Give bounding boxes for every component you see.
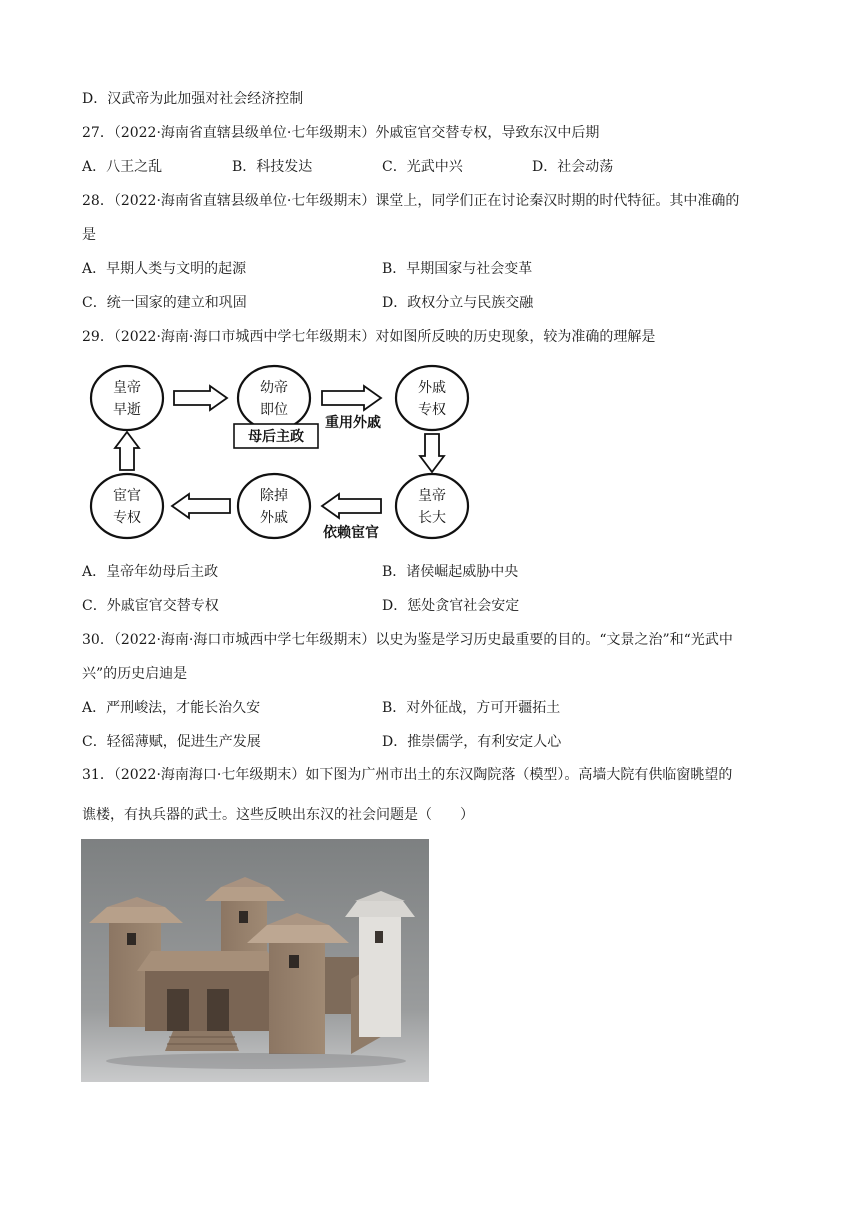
q28-option-b: B．早期国家与社会变革 [382,261,533,277]
q29-option-a: A．皇帝年幼母后主政 [82,564,219,580]
node-emperor-early-death-l2: 早逝 [113,402,141,418]
q29-option-b: B．诸侯崛起威胁中央 [382,564,519,580]
arrow-up [115,432,139,470]
arrow-left-2 [172,494,230,518]
q26-option-d: D．汉武帝为此加强对社会经济控制 [82,91,304,107]
q29-option-c: C．外戚宦官交替专权 [82,598,219,614]
node-emperor-grown-l1: 皇帝 [418,488,446,504]
q28-option-d: D．政权分立与民族交融 [382,295,534,311]
q31-stem-line1: 31．（2022·海南海口·七年级期末）如下图为广州市出土的东汉陶院落（模型）。高墙大院有供临窗眺望的 [82,767,733,783]
arrow-label-rely-eunuch: 依赖宦官 [323,525,379,541]
arrow-label-rely-consort: 重用外戚 [325,415,381,431]
q28-option-c: C．统一国家的建立和巩固 [82,295,247,311]
node-child-emperor-l1: 幼帝 [260,380,288,396]
q27-option-b: B．科技发达 [232,159,313,175]
cycle-diagram [82,358,482,544]
node-eunuch-power-l2: 专权 [113,510,141,526]
q27-stem: 27．（2022·海南省直辖县级单位·七年级期末）外戚宦官交替专权，导致东汉中后期 [82,125,600,141]
q30-stem-line1: 30．（2022·海南·海口市城西中学七年级期末）以史为鉴是学习历史最重要的目的。“文景之治”和“光武中 [82,632,733,648]
arrow-right-1 [174,386,227,410]
node-consort-power-l2: 专权 [418,402,446,418]
arrow-right-2 [322,386,381,410]
q27-option-d: D．社会动荡 [532,159,614,175]
q30-stem-line2: 兴”的历史启迪是 [82,666,188,682]
pottery-courtyard-photo [81,839,429,1082]
q30-option-a: A．严刑峻法，才能长治久安 [82,700,261,716]
node-consort-power-l1: 外戚 [418,380,446,396]
q30-option-c: C．轻徭薄赋，促进生产发展 [82,734,261,750]
node-emperor-grown-l2: 长大 [418,510,446,526]
q29-stem: 29．（2022·海南·海口市城西中学七年级期末）对如图所反映的历史现象，较为准确的理解是 [82,329,656,345]
arrow-left-1 [322,494,381,518]
q30-option-d: D．推崇儒学，有利安定人心 [382,734,562,750]
arrow-down [420,434,444,472]
q27-option-a: A．八王之乱 [82,159,163,175]
q29-option-d: D．惩处贪官社会安定 [382,598,520,614]
q28-stem-line2: 是 [82,227,96,243]
node-remove-consort-l2: 外戚 [260,510,288,526]
empress-regency-label: 母后主政 [248,429,304,445]
node-child-emperor-l2: 即位 [260,402,288,418]
q28-stem-line1: 28．（2022·海南省直辖县级单位·七年级期末）课堂上，同学们正在讨论秦汉时期的时代特征。其中准确的 [82,193,740,209]
q27-option-c: C．光武中兴 [382,159,463,175]
q31-stem-line2: 谯楼，有执兵器的武士。这些反映出东汉的社会问题是（ ） [82,807,474,823]
node-emperor-early-death-l1: 皇帝 [113,380,141,396]
node-eunuch-power-l1: 宦官 [113,488,141,504]
q28-option-a: A．早期人类与文明的起源 [82,261,247,277]
node-remove-consort-l1: 除掉 [260,488,288,504]
q30-option-b: B．对外征战，方可开疆拓土 [382,700,561,716]
